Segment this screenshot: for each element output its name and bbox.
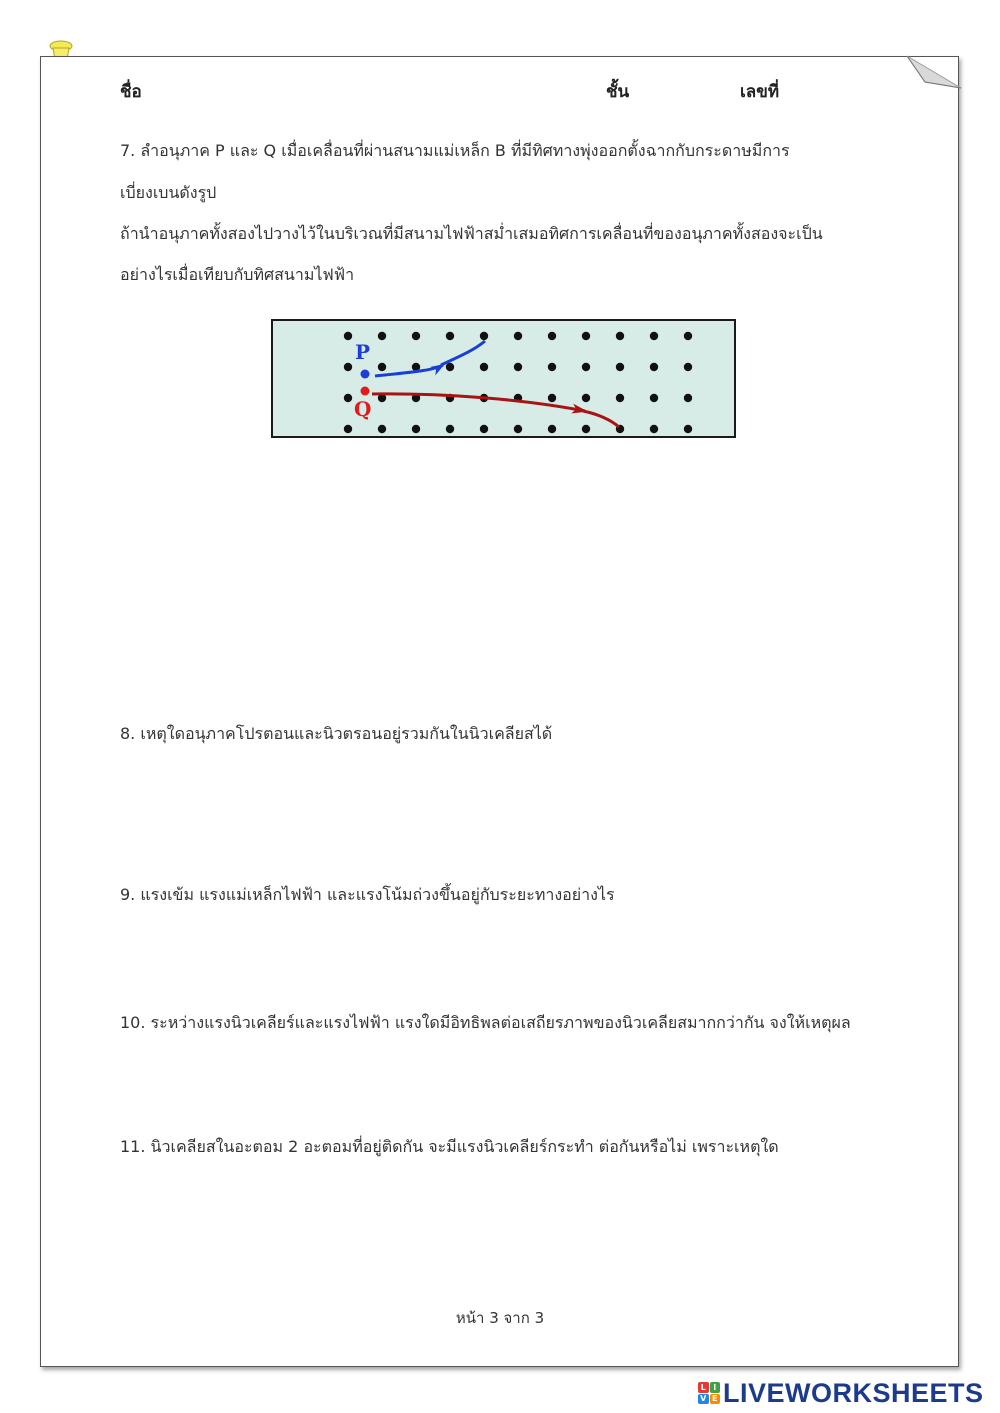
field-dot	[378, 332, 386, 340]
logo-badge-letter: E	[710, 1394, 721, 1405]
page-footer: หน้า 3 จาก 3	[455, 1309, 545, 1327]
field-dot	[548, 332, 556, 340]
field-dot	[344, 363, 352, 371]
question-number: 11.	[120, 1137, 146, 1156]
logo-badge-letter: V	[698, 1394, 709, 1405]
question-7-line-2: เบี่ยงเบนดังรูป	[120, 183, 217, 202]
student-number-label: เลขที่	[740, 82, 780, 102]
label-q: Q	[354, 397, 372, 421]
field-dot	[446, 332, 454, 340]
field-dot	[684, 394, 692, 402]
field-dot	[446, 425, 454, 433]
field-dot	[480, 363, 488, 371]
question-text: แรงเข้ม แรงแม่เหล็กไฟฟ้า และแรงโน้มถ่วงขึ้นอยู่กับระยะทางอย่างไร	[140, 885, 615, 904]
field-dot	[582, 425, 590, 433]
question-number: 7.	[120, 141, 136, 160]
question-8	[120, 724, 552, 743]
class-label: ชั้น	[606, 82, 630, 102]
question-7-line-1	[120, 141, 790, 160]
page-curl	[905, 54, 963, 90]
question-text: ลำอนุภาค P และ Q เมื่อเคลื่อนที่ผ่านสนามแม่เหล็ก B ที่มีทิศทางพุ่งออกตั้งฉากกับกระดาษมีการ	[140, 141, 790, 160]
particle-q-path-end	[583, 411, 619, 427]
label-p: P	[355, 340, 371, 364]
question-11	[120, 1137, 779, 1156]
question-9	[120, 885, 615, 904]
field-dot	[446, 363, 454, 371]
field-dot-grid	[344, 332, 692, 433]
field-dot	[480, 332, 488, 340]
liveworksheets-logo	[698, 1376, 998, 1410]
field-dot	[684, 332, 692, 340]
field-dot	[582, 363, 590, 371]
field-dot	[344, 425, 352, 433]
field-dot	[412, 332, 420, 340]
field-dot	[684, 425, 692, 433]
field-dot	[514, 363, 522, 371]
field-dot	[616, 332, 624, 340]
field-dot	[548, 394, 556, 402]
field-dot	[480, 425, 488, 433]
field-dot	[344, 332, 352, 340]
field-dot	[344, 394, 352, 402]
figure-drawing	[273, 321, 734, 436]
particle-p	[361, 370, 370, 379]
field-dot	[378, 363, 386, 371]
name-label: ชื่อ	[120, 82, 142, 102]
question-text: ระหว่างแรงนิวเคลียร์และแรงไฟฟ้า แรงใดมีอิทธิพลต่อเสถียรภาพของนิวเคลียสมากกว่ากัน จงให้เหตุผล	[150, 1013, 851, 1032]
question-number: 9.	[120, 885, 136, 904]
logo-badge-letter: L	[698, 1382, 709, 1393]
field-dot	[582, 394, 590, 402]
logo-text: LIVEWORKSHEETS	[723, 1377, 984, 1408]
field-dot	[514, 425, 522, 433]
field-dot	[684, 363, 692, 371]
question-text: เหตุใดอนุภาคโปรตอนและนิวตรอนอยู่รวมกันในนิวเคลียสได้	[140, 724, 553, 743]
field-dot	[548, 425, 556, 433]
particle-q	[361, 387, 370, 396]
question-text: นิวเคลียสในอะตอม 2 อะตอมที่อยู่ติดกัน จะมีแรงนิวเคลียร์กระทำ ต่อกันหรือไม่ เพราะเหตุใด	[150, 1137, 779, 1156]
field-dot	[650, 394, 658, 402]
field-dot	[616, 363, 624, 371]
particle-p-path-end	[441, 341, 485, 365]
field-dot	[616, 394, 624, 402]
field-dot	[650, 363, 658, 371]
question-number: 8.	[120, 724, 136, 743]
field-dot	[650, 332, 658, 340]
field-dot	[650, 425, 658, 433]
logo-badge-icon	[698, 1382, 720, 1404]
question-10	[120, 1013, 851, 1032]
field-dot	[378, 425, 386, 433]
field-dot	[582, 332, 590, 340]
worksheet-page	[40, 56, 959, 1367]
field-dot	[514, 332, 522, 340]
question-7-line-3: ถ้านำอนุภาคทั้งสองไปวางไว้ในบริเวณที่มีสนามไฟฟ้าสม่ำเสมอทิศการเคลื่อนที่ของอนุภาคทั้งสองจะเป็น	[120, 224, 823, 243]
field-dot	[548, 363, 556, 371]
question-7-line-4: อย่างไรเมื่อเทียบกับทิศสนามไฟฟ้า	[120, 265, 355, 284]
field-dot	[412, 425, 420, 433]
question-number: 10.	[120, 1013, 146, 1032]
magnetic-field-figure	[271, 319, 736, 438]
logo-badge-letter: I	[710, 1382, 721, 1393]
